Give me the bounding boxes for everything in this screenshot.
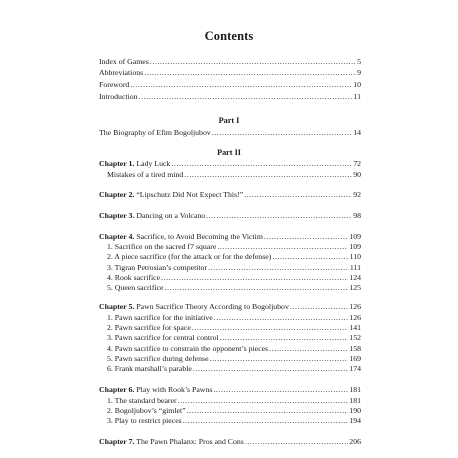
chapter-title: Dancing on a Volcano — [136, 211, 206, 220]
leader-dots — [290, 302, 348, 312]
toc-section-label: 1. Sacrifice on the sacred f7 square — [107, 242, 217, 251]
toc-section-label: 4. Pawn sacrifice to constrain the opponent’s pieces — [107, 344, 269, 353]
toc-entry-label: Foreword — [99, 80, 130, 89]
toc-section[interactable] — [107, 333, 361, 343]
toc-section[interactable] — [107, 283, 361, 293]
leader-dots — [178, 396, 349, 406]
toc-entry-page: 111 — [349, 263, 361, 272]
toc-chapter-7[interactable] — [99, 437, 361, 447]
toc-entry-page: 126 — [349, 302, 361, 311]
leader-dots — [245, 437, 348, 447]
leader-dots — [193, 364, 348, 374]
toc-chapter-4[interactable] — [99, 232, 361, 242]
toc-entry-page: 181 — [349, 396, 361, 405]
toc-entry-label: Abbreviations — [99, 68, 144, 77]
toc-section[interactable] — [107, 323, 361, 333]
toc-entry-page: 125 — [349, 283, 361, 292]
toc-entry-abbreviations[interactable] — [99, 68, 361, 78]
chapter-number: Chapter 2. — [99, 190, 135, 199]
leader-dots — [213, 385, 348, 395]
toc-section[interactable] — [107, 313, 361, 323]
toc-entry-page: 90 — [353, 170, 361, 179]
toc-entry-foreword[interactable] — [99, 80, 361, 90]
leader-dots — [161, 273, 348, 283]
leader-dots — [192, 323, 349, 333]
toc-entry-page: 109 — [349, 232, 361, 241]
toc-entry-label: Index of Games — [99, 57, 149, 66]
chapter-number: Chapter 3. — [99, 211, 135, 220]
leader-dots — [184, 170, 352, 180]
chapter-title: Lady Luck — [136, 159, 171, 168]
toc-entry-page: 194 — [349, 416, 361, 425]
toc-entry-page: 72 — [353, 159, 361, 168]
toc-entry-page: 141 — [349, 323, 361, 332]
toc-section[interactable] — [107, 170, 361, 180]
toc-section[interactable] — [107, 263, 361, 273]
chapter-number: Chapter 1. — [99, 159, 135, 168]
toc-entry-label: The Biography of Efim Bogoljubov — [99, 128, 211, 137]
toc-section[interactable] — [107, 416, 361, 426]
toc-chapter-1[interactable] — [99, 159, 361, 169]
toc-section-label: 3. Pawn sacrifice for central control — [107, 333, 219, 342]
leader-dots — [208, 263, 349, 273]
toc-chapter-6[interactable] — [99, 385, 361, 395]
leader-dots — [210, 354, 349, 364]
leader-dots — [187, 406, 349, 416]
toc-section-label: 4. Rook sacrifice — [107, 273, 161, 282]
toc-section-label: 1. The standard bearer — [107, 396, 177, 405]
toc-section[interactable] — [107, 344, 361, 354]
leader-dots — [183, 416, 349, 426]
toc-section-label: 2. Pawn sacrifice for space — [107, 323, 191, 332]
leader-dots — [269, 344, 348, 354]
toc-entry-page: 98 — [353, 211, 361, 220]
chapter-number: Chapter 4. — [99, 232, 135, 241]
leader-dots — [150, 57, 356, 67]
chapter-number: Chapter 6. — [99, 385, 135, 394]
toc-entry-page: 10 — [353, 80, 361, 89]
leader-dots — [212, 128, 352, 138]
toc-entry-page: 92 — [353, 190, 361, 199]
leader-dots — [130, 80, 352, 90]
chapter-number: Chapter 5. — [99, 302, 135, 311]
toc-entry-page: 124 — [349, 273, 361, 282]
toc-section-label: 5. Pawn sacrifice during defense — [107, 354, 209, 363]
chapter-title: Sacrifice, to Avoid Becoming the Victim — [136, 232, 263, 241]
toc-entry-page: 110 — [349, 252, 361, 261]
toc-entry-label: Introduction — [99, 92, 138, 101]
page-title: Contents — [204, 29, 254, 43]
toc-section[interactable] — [107, 242, 361, 252]
toc-section[interactable] — [107, 273, 361, 283]
leader-dots — [144, 68, 356, 78]
chapter-title: “Lipschutz Did Not Expect This!” — [136, 190, 244, 199]
toc-entry-page: 5 — [357, 57, 361, 66]
leader-dots — [272, 252, 348, 262]
toc-entry-page: 206 — [349, 437, 361, 446]
toc-section-label: Mistakes of a tired mind — [107, 170, 184, 179]
toc-section[interactable] — [107, 252, 361, 262]
toc-entry-page: 9 — [357, 68, 361, 77]
chapter-number: Chapter 7. — [99, 437, 135, 446]
toc-section[interactable] — [107, 406, 361, 416]
toc-section[interactable] — [107, 354, 361, 364]
toc-entry-page: 181 — [349, 385, 361, 394]
toc-entry-page: 126 — [349, 313, 361, 322]
toc-section-label: 1. Pawn sacrifice for the initiative — [107, 313, 213, 322]
toc-entry-page: 174 — [349, 364, 361, 373]
chapter-title: Pawn Sacrifice Theory According to Bogoljubov — [136, 302, 289, 311]
leader-dots — [220, 333, 349, 343]
leader-dots — [217, 242, 348, 252]
toc-entry-index-of-games[interactable] — [99, 57, 361, 67]
part-heading: Part I — [218, 116, 240, 125]
toc-section-label: 3. Play to restrict pieces — [107, 416, 182, 425]
toc-section-label: 6. Frank marshall’s parable — [107, 364, 192, 373]
toc-section[interactable] — [107, 396, 361, 406]
toc-entry-page: 14 — [353, 128, 361, 137]
toc-section[interactable] — [107, 364, 361, 374]
chapter-title: Play with Rook’s Pawns — [136, 385, 213, 394]
part-heading: Part II — [217, 148, 241, 157]
toc-chapter-5[interactable] — [99, 302, 361, 312]
chapter-title: The Pawn Phalanx: Pros and Cons — [136, 437, 244, 446]
toc-entry-page: 169 — [349, 354, 361, 363]
toc-entry-page: 190 — [349, 406, 361, 415]
toc-entry-page: 109 — [349, 242, 361, 251]
toc-entry-page: 158 — [349, 344, 361, 353]
toc-chapter-2[interactable] — [99, 190, 361, 200]
toc-entry-biography[interactable] — [99, 128, 361, 138]
toc-section-label: 3. Tigran Petrosian’s competitor — [107, 263, 208, 272]
toc-entry-page: 11 — [353, 92, 361, 101]
leader-dots — [264, 232, 348, 242]
toc-section-label: 2. A piece sacrifice (for the attack or for the defense) — [107, 252, 272, 261]
leader-dots — [206, 211, 352, 221]
toc-section-label: 2. Bogoljubov’s “gimlet” — [107, 406, 186, 415]
leader-dots — [165, 283, 349, 293]
toc-chapter-3[interactable] — [99, 211, 361, 221]
toc-entry-introduction[interactable] — [99, 92, 361, 102]
leader-dots — [139, 92, 353, 102]
leader-dots — [171, 159, 352, 169]
leader-dots — [244, 190, 352, 200]
toc-section-label: 5. Queen sacrifice — [107, 283, 164, 292]
leader-dots — [214, 313, 349, 323]
toc-entry-page: 152 — [349, 333, 361, 342]
